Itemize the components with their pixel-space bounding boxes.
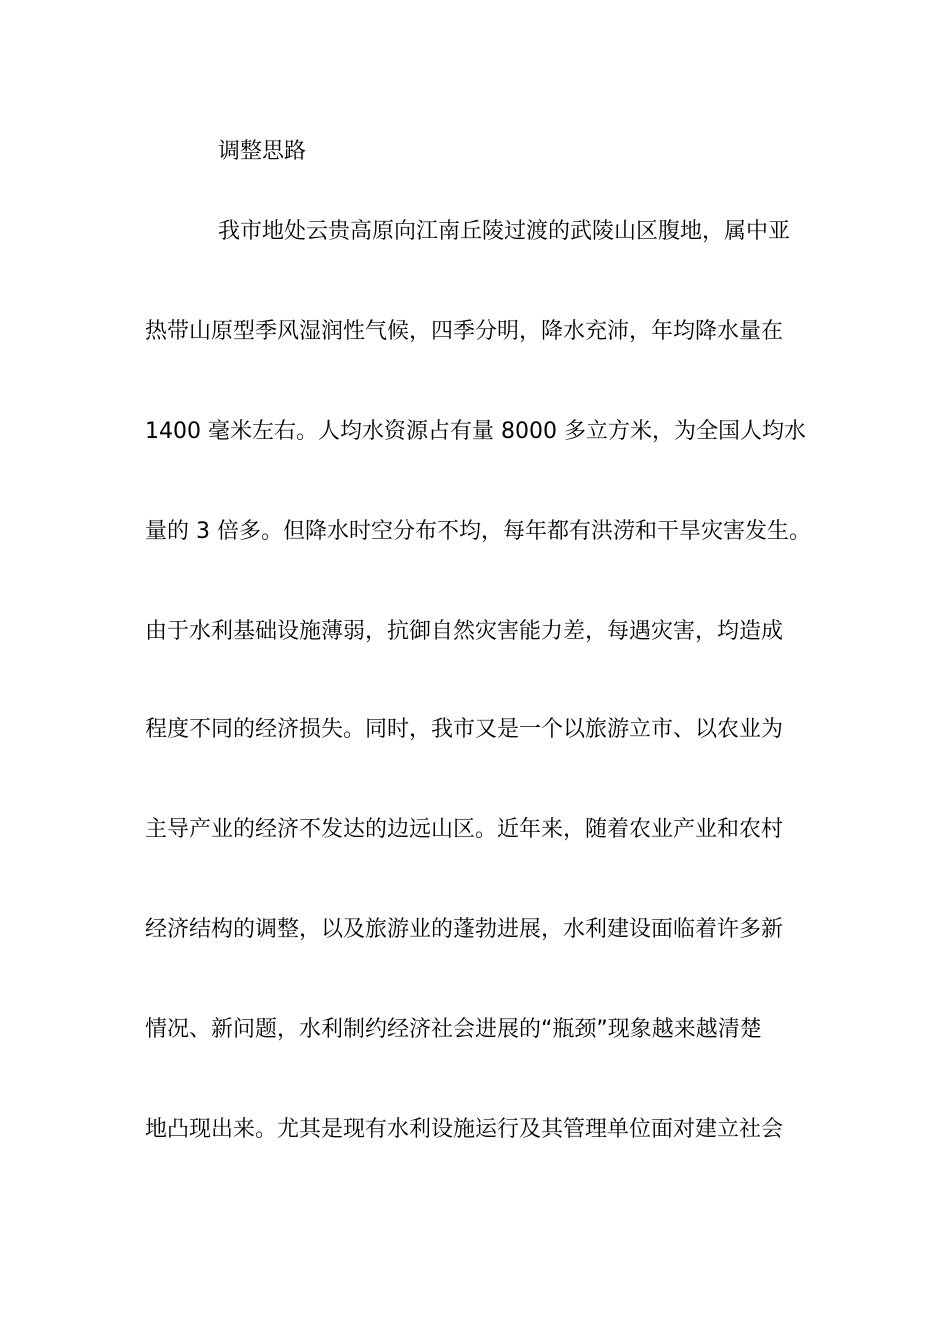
paragraph-line: 主导产业的经济不发达的边远山区。近年来，随着农业产业和农村: [145, 817, 784, 842]
paragraph-line: 由于水利基础设施薄弱，抗御自然灾害能力差，每遇灾害，均造成: [145, 619, 784, 644]
paragraph-line: 地凸现出来。尤其是现有水利设施运行及其管理单位面对建立社会: [145, 1117, 784, 1142]
paragraph-line: 量的 3 倍多。但降水时空分布不均，每年都有洪涝和干旱灾害发生。: [145, 519, 811, 544]
paragraph-line: 我市地处云贵高原向江南丘陵过渡的武陵山区腹地，属中亚: [218, 219, 791, 244]
paragraph-line: 程度不同的经济损失。同时，我市又是一个以旅游立市、以农业为: [145, 717, 784, 742]
paragraph-line: 热带山原型季风湿润性气候，四季分明，降水充沛，年均降水量在: [145, 319, 784, 344]
paragraph-line: 情况、新问题，水利制约经济社会进展的“瓶颈”现象越来越清楚: [145, 1017, 762, 1042]
paragraph-line: 1400 毫米左右。人均水资源占有量 8000 多立方米，为全国人均水: [145, 419, 806, 444]
section-heading: 调整思路: [218, 139, 307, 164]
paragraph-line: 经济结构的调整，以及旅游业的蓬勃进展，水利建设面临着许多新: [145, 917, 784, 942]
